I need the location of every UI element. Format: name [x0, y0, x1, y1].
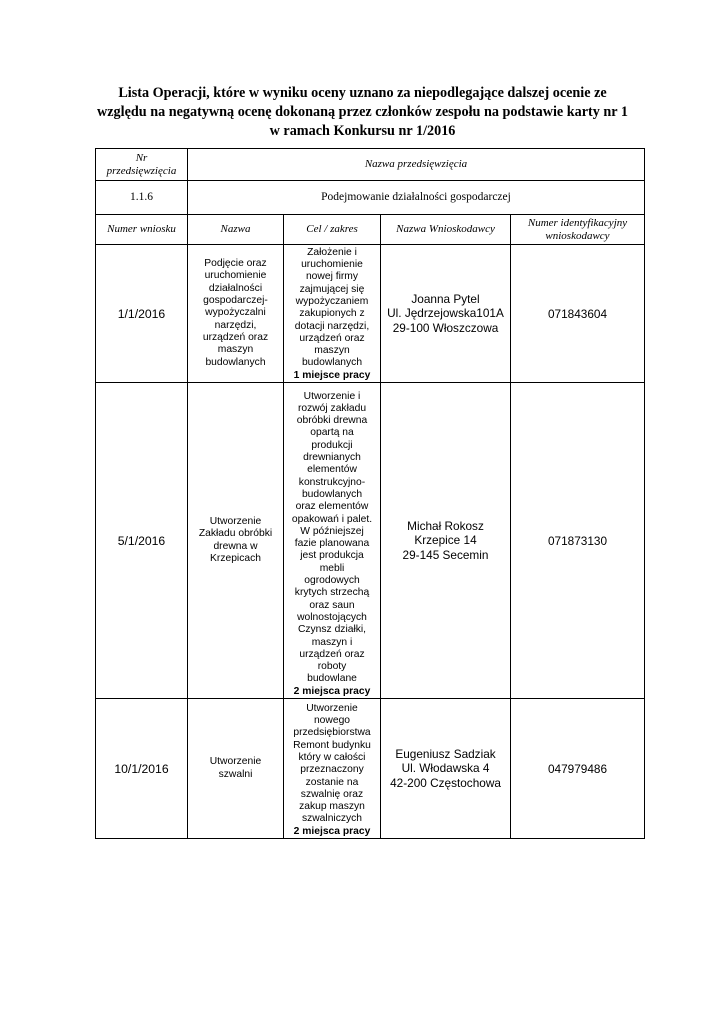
row-cel	[284, 383, 381, 699]
row-cel-line: maszyn	[314, 345, 350, 357]
row-wnioskodawca-line: 29-100 Włoszczowa	[392, 320, 499, 335]
column-header-numer-wniosku: Numer wniosku	[96, 215, 188, 245]
row-wnioskodawca-line: Krzepice 14	[414, 533, 477, 548]
column-header-nazwa: Nazwa	[188, 215, 284, 245]
row-cel-line: Utworzenie	[306, 702, 358, 714]
row-cel-line: nowej firmy	[305, 271, 359, 283]
row-cel-line: drewnianych	[303, 452, 361, 464]
row-cel-line: rozwój zakładu	[297, 402, 367, 414]
row-cel-line: oraz elementów	[295, 501, 369, 513]
column-header-id	[511, 215, 645, 245]
row-nazwa-line: urządzeń oraz	[202, 331, 269, 343]
row-miejsca-pracy: 1 miejsce pracy	[293, 369, 371, 381]
row-numer-wniosku: 5/1/2016	[96, 383, 188, 699]
row-nazwa-line: wypożyczalni	[205, 307, 266, 319]
row-wnioskodawca-line: 29-145 Secemin	[402, 547, 489, 562]
column-header-id-line-2: wnioskodawcy	[545, 229, 610, 242]
table-row	[96, 383, 645, 699]
column-header-cel: Cel / zakres	[284, 215, 381, 245]
row-wnioskodawca-line: Ul. Włodawska 4	[401, 761, 490, 776]
row-cel-line: urządzeń oraz	[299, 332, 365, 344]
row-nazwa-line: działalności	[208, 282, 263, 294]
row-wnioskodawca	[381, 383, 511, 699]
row-nazwa-line: gospodarczej-	[203, 295, 268, 307]
row-wnioskodawca	[381, 699, 511, 839]
project-number: 1.1.6	[96, 181, 188, 215]
row-nazwa-line: Utworzenie	[209, 515, 262, 527]
row-cel-line: Remont budynku	[293, 739, 371, 751]
row-cel-line: zostanie na	[305, 776, 359, 788]
row-cel-line: dotacji narzędzi,	[294, 320, 370, 332]
row-nazwa-line: narzędzi,	[214, 319, 257, 331]
nr-header-line-2: przedsięwzięcia	[106, 164, 177, 177]
row-cel-line: Utworzenie i	[303, 390, 361, 402]
project-name: Podejmowanie działalności gospodarczej	[188, 181, 645, 215]
header-row	[96, 149, 645, 181]
row-cel-line: Czynsz działki,	[297, 624, 367, 636]
row-nazwa-line: Zakładu obróbki	[198, 528, 273, 540]
row-cel-line: opartą na	[310, 427, 354, 439]
row-cel	[284, 245, 381, 383]
row-cel-line: ogrodowych	[304, 575, 360, 587]
row-cel-line: urządzeń oraz	[299, 648, 365, 660]
row-wnioskodawca-line: 42-200 Częstochowa	[390, 775, 501, 790]
row-cel-line: fazie planowana	[294, 538, 370, 550]
nr-przedsiewziecia-header	[96, 149, 188, 181]
row-nazwa-line: maszyn	[217, 344, 254, 356]
row-cel-line: przeznaczony	[300, 764, 364, 776]
row-wnioskodawca-line: Michał Rokosz	[407, 519, 484, 534]
row-cel-line: W późniejszej	[300, 525, 364, 537]
row-cel-line: budowlane	[307, 673, 357, 685]
title-line-3: w ramach Konkursu nr 1/2016	[269, 123, 456, 139]
row-nazwa-line: drewna w	[213, 540, 258, 552]
title-line-1: Lista Operacji, które w wyniku oceny uznano za niepodlegające dalszej ocenie ze	[118, 85, 607, 101]
column-header-wnioskodawca: Nazwa Wnioskodawcy	[381, 215, 511, 245]
table-row	[96, 245, 645, 383]
row-cel-line: opakowań i palet.	[291, 513, 373, 525]
row-cel-line: jest produkcja	[300, 550, 364, 562]
row-cel	[284, 699, 381, 839]
row-cel-line: roboty	[317, 661, 347, 673]
row-cel-line: konstrukcyjno-	[298, 476, 366, 488]
row-cel-line: wolnostojących	[297, 611, 367, 623]
row-cel-line: elementów	[307, 464, 357, 476]
row-nazwa	[188, 699, 284, 839]
row-cel-line: mebli	[319, 562, 345, 574]
row-nazwa	[188, 383, 284, 699]
row-wnioskodawca-line: Eugeniusz Sadziak	[395, 747, 496, 762]
row-nazwa	[188, 245, 284, 383]
row-cel-line: budowlanych	[301, 488, 363, 500]
row-cel-line: budowlanych	[301, 357, 363, 369]
row-cel-line: uruchomienie	[301, 259, 363, 271]
row-numer-wniosku: 10/1/2016	[96, 699, 188, 839]
row-cel-line: produkcji	[311, 439, 353, 451]
operations-table	[95, 148, 645, 839]
row-cel-line: krytych strzechą	[294, 587, 370, 599]
row-cel-line: maszyn i	[311, 636, 353, 648]
nazwa-przedsiewziecia-header: Nazwa przedsięwzięcia	[188, 149, 645, 181]
row-cel-line: nowego	[313, 715, 351, 727]
row-wnioskodawca	[381, 245, 511, 383]
row-miejsca-pracy: 2 miejsca pracy	[293, 685, 371, 697]
row-nazwa-line: uruchomienie	[204, 270, 267, 282]
column-header-id-line-1: Numer identyfikacyjny	[527, 217, 628, 229]
row-nazwa-line: Krzepicach	[210, 552, 261, 564]
column-header-row	[96, 215, 645, 245]
row-cel-line: który w całości	[298, 751, 366, 763]
document-title	[60, 84, 665, 141]
row-cel-line: zakupionych z	[299, 308, 365, 320]
row-id: 071873130	[511, 383, 645, 699]
row-id: 071843604	[511, 245, 645, 383]
row-miejsca-pracy: 2 miejsca pracy	[293, 825, 371, 837]
row-wnioskodawca-line: Joanna Pytel	[411, 292, 480, 307]
row-cel-line: zakup maszyn	[299, 801, 365, 813]
project-row	[96, 181, 645, 215]
row-nazwa-line: Podjęcie oraz	[204, 258, 267, 270]
row-cel-line: zajmującej się	[299, 283, 365, 295]
row-cel-line: szwalnię oraz	[300, 788, 364, 800]
row-cel-line: oraz saun	[309, 599, 355, 611]
row-cel-line: Założenie i	[307, 246, 357, 258]
row-nazwa-line: Utworzenie	[209, 756, 262, 768]
row-numer-wniosku: 1/1/2016	[96, 245, 188, 383]
row-cel-line: szwalniczych	[301, 813, 363, 825]
row-nazwa-line: szwalni	[218, 768, 253, 780]
table-row	[96, 699, 645, 839]
row-cel-line: przedsiębiorstwa	[293, 727, 371, 739]
title-line-2: względu na negatywną ocenę dokonaną przez członków zespołu na podstawie karty nr 1	[96, 104, 628, 120]
row-nazwa-line: budowlanych	[205, 356, 266, 368]
row-id: 047979486	[511, 699, 645, 839]
row-cel-line: wypożyczaniem	[295, 295, 369, 307]
nr-header-line-1: Nr	[135, 152, 148, 164]
row-wnioskodawca-line: Ul. Jędrzejowska101A	[387, 306, 504, 321]
row-cel-line: obróbki drewna	[296, 415, 368, 427]
